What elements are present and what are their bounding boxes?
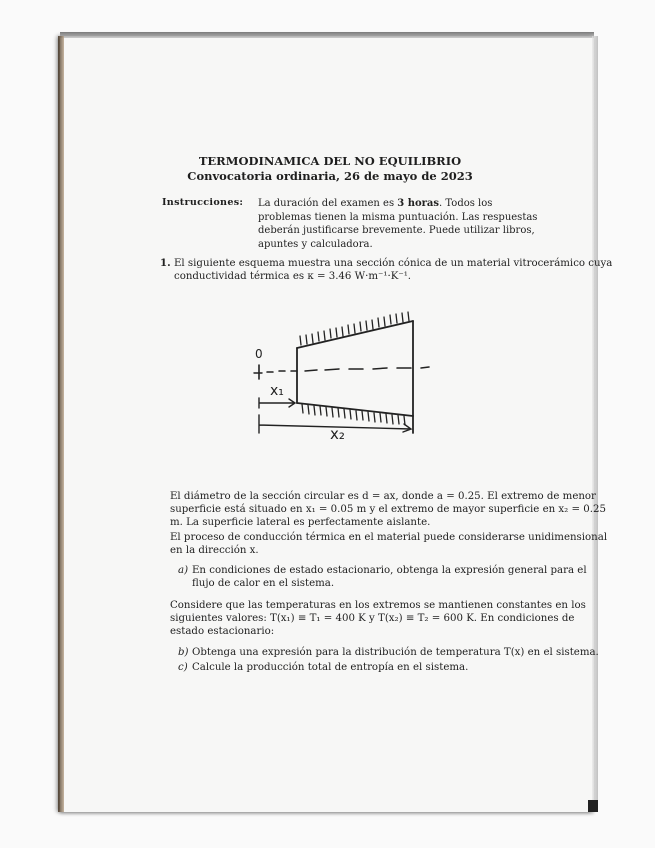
para3-line-2: siguientes valores: T(x₁) ≡ T₁ = 400 K y T(x₂) ≡ T₂ = 600 K. En condiciones de	[170, 613, 575, 624]
sheet-right-edge	[592, 36, 598, 812]
sheet-top-edge	[60, 32, 594, 38]
problem-intro-line-2: conductividad térmica es κ = 3.46 W·m⁻¹·K⁻¹.	[174, 271, 412, 282]
item-a-label: a)	[178, 565, 189, 576]
sheet-corner-shadow	[588, 800, 598, 812]
para1-line-3: m. La superficie lateral es perfectamente aislante.	[170, 517, 431, 528]
item-b-text: Obtenga una expresión para la distribución de temperatura T(x) en el sistema.	[192, 647, 599, 658]
instructions-text-after: . Todos los problemas tienen la misma puntuación. Las respuestas deberán justificarse brevemente. Puede utilizar libros, apuntes y calculadora.	[258, 198, 538, 250]
instructions-text	[258, 197, 538, 251]
exam-subtitle: Convocatoria ordinaria, 26 de mayo de 2023	[187, 169, 473, 183]
para2-line-2: en la dirección x.	[170, 545, 259, 556]
problem-number: 1.	[160, 257, 171, 269]
item-a-line-1: En condiciones de estado estacionario, obtenga la expresión general para el	[192, 565, 587, 576]
item-c-label: c)	[178, 662, 188, 673]
sheet-left-edge	[58, 36, 64, 812]
para2-line-1: El proceso de conducción térmica en el material puede considerarse unidimensional	[170, 532, 608, 543]
instructions-label: Instrucciones:	[162, 197, 244, 208]
figure-x1-label: x₁	[270, 383, 284, 399]
para3-line-1: Considere que las temperaturas en los extremos se mantienen constantes en los	[170, 600, 586, 611]
para3-line-3: estado estacionario:	[170, 626, 275, 637]
figure-origin-label: 0	[255, 347, 263, 361]
instructions-text-before: La duración del examen es	[258, 198, 398, 209]
problem-intro-line-1: El siguiente esquema muestra una sección cónica de un material vitrocerámico cuya	[174, 258, 613, 269]
para1-line-1: El diámetro de la sección circular es d = ax, donde a = 0.25. El extremo de menor	[170, 491, 596, 502]
para1-line-2: superficie está situado en x₁ = 0.05 m y el extremo de mayor superficie en x₂ = 0.25	[170, 504, 606, 515]
item-a-line-2: flujo de calor en el sistema.	[192, 578, 335, 589]
cone-section-figure	[245, 303, 445, 453]
item-b-label: b)	[178, 647, 189, 658]
exam-title: TERMODINAMICA DEL NO EQUILIBRIO	[198, 154, 462, 168]
item-c-text: Calcule la producción total de entropía en el sistema.	[192, 662, 469, 673]
figure-x2-label: x₂	[330, 425, 345, 443]
instructions-duration: 3 horas	[397, 198, 440, 209]
